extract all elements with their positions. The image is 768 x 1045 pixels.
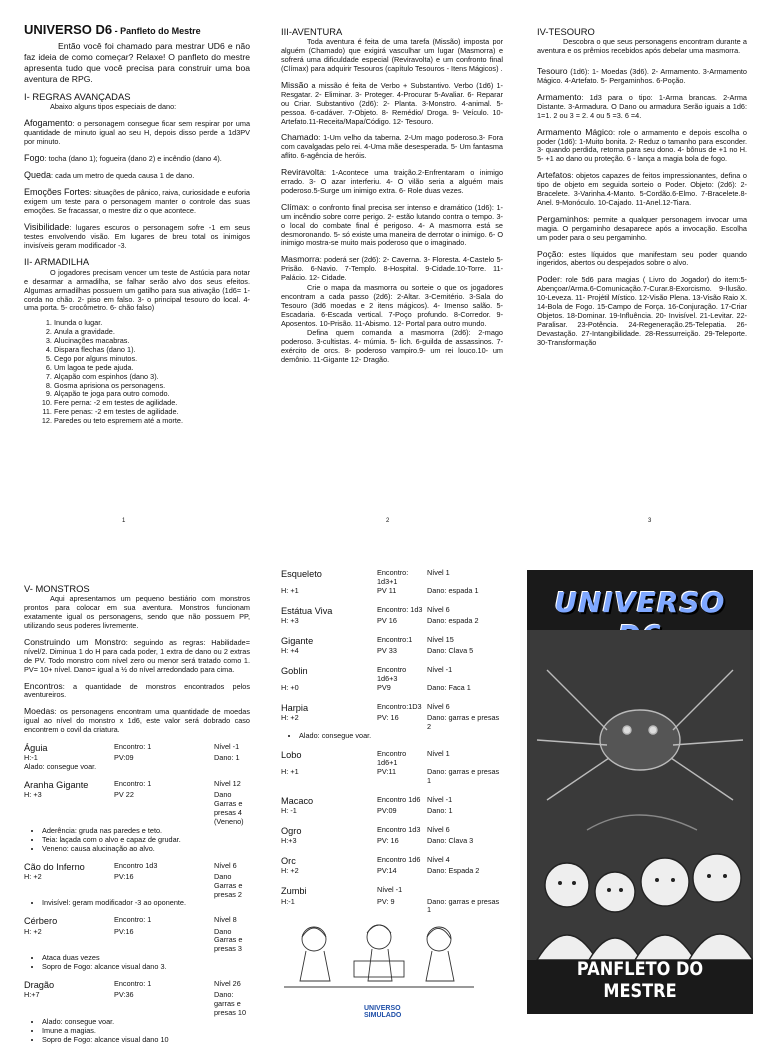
section-text: : o confronto final precisa ser intenso e dramático (1d6): 1- um incêndio sobre corre perigo. 2- estão lutando contra o tempo. 3- o local do combate final é perigoso. 4- A masmorra está se desmoronando. 5- só existe uma maneira de derrotar o inimigo. 6- O inimigo mostra-se muito mais poderoso que o imaginado. [281,202,503,248]
monster-dano: Dano: Clava 5 [427,646,474,655]
section-masmorra [281,254,503,283]
page-number: 1 [122,518,126,524]
section-title: Armamento Mágico [537,126,613,137]
monster-level: Nível 6 [214,860,237,870]
section-armamento-magico [537,127,747,165]
monster-h: H: -1 [281,806,297,816]
rule-visibilidade [24,222,250,251]
logo-line: SIMULADO [364,1012,402,1019]
monster-h: H:+3 [281,836,297,846]
rule-title: Fogo [24,152,45,163]
section-title: Clímax [281,201,308,212]
monster-entry [24,980,250,1045]
section-title: Construindo um Monstro [24,637,126,648]
monster-dano: Dano Garras e presas 3 [214,926,243,954]
monster-h: H: +2 [281,866,299,876]
monster-ability: • Aderência: gruda nas paredes e teto. [42,827,250,836]
rule-text: : lugares escuros o personagem sofre -1 em seus testes envolvendo visão. Em lugares de breu total os inimigos invisíveis geram modificador -3. [24,222,250,250]
page-number: 3 [648,518,652,524]
monster-encounter: Encontro: 1 [114,779,152,789]
monster-header-row [281,886,503,897]
section-tesouro [537,66,747,86]
section-climax [281,202,503,248]
monster-encounter: Encontro:1 [377,634,413,644]
monster-dano: Dano: Espada 2 [427,866,480,876]
universo-simulado-logo [364,1005,401,1019]
monster-encounter: Encontro: 1d3+1 [377,568,409,586]
monster-ability: • Alado: consegue voar. [299,732,503,741]
rule-text: : o personagem consegue ficar sem respirar por uma quantidade de minuto igual ao seu H, depois disso perde a 1d3PV por minuto. [24,119,250,147]
monster-ability: • Ataca duas vezes [42,954,250,963]
monster-list [281,569,503,915]
list-item: 7. Alçapão com espinhos (dano 3). [54,373,250,382]
section-construindo [24,637,250,675]
section-title: Reviravolta [281,167,324,178]
monster-stats-row [24,991,250,1018]
section-text: : estes líquidos que manifestam seu poder quando ingeridos, abertos ou despejados sobre o alvo. [537,249,747,268]
masmorra-paragraph-2: Crie o mapa da masmorra ou sorteie o que os jogadores encontram a cada passo (2d6): 2-Altar. 3-Cemitério. 3-Sala do Tesouro (3d6 moedas e 2 itens mágicos). 4- Imenso salão. 5- Escadaria. 6-Escada vertical. 7-Poço profundo. 8-Corredor. 9-Aposentos. 10-Prisão. 11-Abismo. 12- Portal para outro mundo. [281,282,503,328]
monster-dano: Dano: espada 2 [427,615,479,625]
monster-name: Aranha Gigante [24,780,89,791]
regras-intro: Abaixo alguns tipos especiais de dano: [50,102,177,112]
monster-ability: • Teia: laçada com o alvo e capaz de grudar. [42,836,250,845]
section-text: : poderá ser (2d6): 2- Caverna. 3- Floresta. 4-Castelo 5-Prisão. 6-Navio. 7-Templo. 8-Hospital. 9-Cidade.10-Torre. 11-Palácio. 12- Cidade. [281,255,503,283]
monster-encounter: Encontro: 1 [114,978,152,988]
aventura-paragraph: Toda aventura é feita de uma tarefa (Missão) imposta por alguém (Chamado) que exigirá vasculhar um lugar (Masmorra) e sofrerá uma dificuldade especial (Reviravolta) e um confronto final (Clímax) para adquirir Tesouros (capítulo Tesouros - Itens Mágicos) . [281,37,503,74]
monster-pv: PV:16 [114,871,134,881]
rule-text: : tocha (dano 1); fogueira (dano 2) e incêndio (dano 4). [44,153,222,163]
monster-name: Águia [24,743,48,754]
section-text: : role 5d6 para magias ( Livro do Jogador) do item:5-Abençoar/Arma.6-Comunicação.7-Curar.8-Exorcismo. 9-Ilusão. 10-Leveza. 11- Projétil Místico. 12-Visão Plena. 13-Visão Raio X. 14-Bola de Fogo. 15-Campo de Força. 16-Conjuração. 17-Criar Objetos. 18-Dominar. 19-Influência. 20- Invisível. 21-Levitar. 22-Paralisar. 23-Potência. 24-Regeneração.25-Telepatia. 26-Devastação. 27-Intangibilidade. 28-Ressurreição. 29-Teleporte. 30-Transformação [537,275,747,347]
monster-name: Zumbi [281,886,307,897]
monster-h: H: +0 [281,682,299,692]
section-text: a missão é feita de Verbo + Substantivo. Verbo (1d6) 1- Resgatar. 2- Eliminar. 3- Proteger. 4-Procurar 5-Avaliar. 6- Reparar ou Criar. Substantivo (2d6): 2- Planta. 3-Monstro. 4-animal. 5-pessoa. 6-cadáver. 7-Objeto. 8- Remédio/ Droga. 9- Veículo. 10-Artefato.11-Receita/Mapa/Código. 12- Tesouro. [281,81,503,126]
monster-h: H: +1 [281,767,299,777]
monster-entry [24,862,250,909]
monster-ability: • Alado: consegue voar. [42,1018,250,1027]
monster-dano: Dano Garras e presas 2 [214,871,243,899]
cover-illustration [527,630,753,960]
monster-stats-row [24,928,250,955]
list-item: 6. Um lagoa te pede ajuda. [54,364,250,373]
monster-pv: PV:16 [114,926,134,936]
section-text: (1d6): 1- Moedas (3d6). 2- Armamento. 3-Armamento Mágico. 4-Artefato. 5- Pergaminhos. 6-Poção. [537,67,747,86]
monster-h: H:-1 [24,753,38,763]
monster-name: Cérbero [24,916,58,927]
monster-pv: PV: 9 [377,896,395,906]
section-title: Chamado [281,132,319,143]
section-pocao [537,249,747,269]
monster-name: Harpia [281,702,309,713]
monster-level: Nível 6 [427,701,450,711]
monster-ability: Alado: consegue voar. [24,762,97,772]
monster-name: Estátua Viva [281,605,333,616]
cover-panel [527,570,753,1014]
section-pergaminhos [537,214,747,243]
list-item: 12. Paredes ou teto espremem até a morte. [54,417,250,426]
monster-encounter: Encontro 1d6+1 [377,749,407,768]
monster-stats-row [281,617,503,626]
armadilha-paragraph: O jogadores precisam vencer um teste de Astúcia para notar e desarmar a armadilha, se falhar serão alvo dos seus efeitos. Algumas armadilhas possuem um gatilho para sua ativação (1d6= 1-corda no chão. 2- piso em falso. 3- o principal tesouro do local. 4- uma porta. 5- crocômetro. 6- chão falso) [24,267,250,313]
monster-level: Nível 4 [427,855,450,865]
monster-header-row [24,916,250,927]
list-item: 4. Dispara flechas (dano 1). [54,346,250,355]
monster-dano: Dano: Faca 1 [427,682,471,692]
monster-encounter: Encontro: 1 [114,742,152,752]
rule-fogo [24,153,250,164]
monster-name: Dragão [24,979,55,990]
monster-level: Nível -1 [427,664,453,674]
monster-header-row [281,750,503,768]
monster-ability: • Sopro de Fogo: alcance visual dano 3. [42,963,250,972]
column-monsters [24,577,250,1045]
monster-h: H: +3 [24,790,42,800]
section-text: : 1-Acontece uma traição.2-Enfrentaram o inimigo errado. 3- O azar interferiu. 4- O vilão seria a alguém mais poderoso.5-Surge um inimigo extra. 6- Role duas vezes. [281,168,503,195]
monster-level: Nível 1 [427,568,450,577]
section-artefatos [537,170,747,208]
section-title: Moedas [24,706,55,717]
monster-encounter: Nível -1 [377,885,403,895]
section-moedas [24,706,250,735]
intro-paragraph: Então você foi chamado para mestrar UD6 e não faz ideia de como começar? Relaxe! O panfleto do mestre apresenta tudo que você precisa para construir uma boa aventura de RPG. [24,40,250,84]
rule-title: Afogamento [24,118,73,129]
monster-level: Nível 8 [214,915,237,925]
section-text: : os personagens encontram uma quantidade de moedas igual ao nível do monstro x 1d6, este valor será dobrado caso encontrem o covil da criatura. [24,707,250,735]
masmorra-paragraph-3: Defina quem comanda a masmorra (2d6): 2-mago poderoso. 3-cultistas. 4- múmia. 5- lich. 6-guilda de assassinos. 7- exército de orcs. 8- poderoso vampiro.9- um rei louco.10- um demônio. 11-Gigante 12- Dragão. [281,328,503,365]
monster-entry [281,703,503,741]
monster-abilities [24,827,250,854]
list-item: 3. Alucinações macabras. [54,337,250,346]
section-chamado [281,132,503,161]
monster-pv: PV: 16 [377,712,399,722]
list-item: 11. Fere penas: -2 em testes de agilidade. [54,408,250,417]
page-number: 2 [386,518,390,524]
tesouro-heading: IV-TESOURO [537,26,595,37]
list-item: 1. Inunda o lugar. [54,319,250,328]
subtitle-text: - Panfleto do Mestre [112,26,201,36]
section-armamento [537,92,747,121]
monster-h: H: +2 [24,926,42,936]
monster-stats-row [281,867,503,876]
monster-pv: PV 22 [114,790,134,800]
monster-abilities [24,1018,250,1045]
monster-abilities [24,954,250,972]
tesouro-paragraph: Descobra o que seus personagens encontram durante a aventura e os prêmios recebidos após debelar uma masmorra. [537,37,747,56]
section-text: : permite a qualquer personagem invocar uma magia. O pergaminho desaparece após a invocação. Escolha um poder para o seu pergaminho. [537,214,747,242]
monster-dano: Dano: garras e presas 1 [427,767,500,786]
monster-ability: • Invisível: geram modificador -3 ao oponente. [42,899,250,908]
monster-abilities [24,899,250,908]
rule-title: Queda [24,169,52,180]
list-item: 2. Anula a gravidade. [54,328,250,337]
monster-pv: PV 16 [377,615,397,625]
monster-pv: PV:11 [377,767,397,777]
monster-dano: Dano: garras e presas 1 [427,896,500,915]
section-text: : 1d3 para o tipo: 1-Arma brancas. 2-Arma Distante. 3-Armadura. O Dano ou armadura Serão iguais a 1d6: 1=1. 2 ou 3 = 2. 4 ou 5 =3. 6 =4. [537,93,747,120]
section-title: Poder [537,274,560,285]
monster-h: H: +2 [281,712,299,722]
list-item: 8. Gosma aprisiona os personagens. [54,382,250,391]
monster-level: Nível 1 [427,749,450,759]
monster-dano: Dano: 1 [214,753,240,763]
monster-entry [281,666,503,693]
monster-encounter: Encontro 1d6+3 [377,664,407,683]
monster-pv: PV:14 [377,866,397,876]
monster-pv: PV:09 [377,806,397,816]
monster-list [24,743,250,1044]
monster-pv: PV:36 [114,990,134,1000]
column-adventure [281,22,503,371]
monster-name: Goblin [281,665,308,676]
monstros-heading: V- MONSTROS [24,583,90,594]
section-title: Tesouro [537,66,568,77]
rule-afogamento [24,118,250,147]
monster-level: Nível 12 [214,779,241,789]
monster-stats-row [24,873,250,900]
monster-dano: Dano: Clava 3 [427,836,474,846]
monster-level: Nível 6 [427,604,450,614]
monster-ability: • Imune a magias. [42,1027,250,1036]
monster-stats-row [281,647,503,656]
section-title: Masmorra [281,254,320,265]
monster-encounter: Encontro 1d6 [377,855,421,865]
monster-level: Nível 26 [214,978,241,988]
cover-title: UNIVERSO [554,586,726,619]
monster-level: Nível -1 [214,742,240,752]
monster-dano: Dano: garras e presas 10 [214,990,247,1017]
monstros-paragraph: Aqui apresentamos um pequeno bestiário com monstros prontos para colocar em sua aventura. Monstros funcionam exatamente igual os personagens, sendo que não possuem PP, utilizando seus poderes livremente. [24,594,250,631]
column-treasure [537,22,747,353]
column-rules [24,22,250,426]
monster-entry [281,856,503,876]
section-title: Missão [281,80,309,91]
title-text: UNIVERSO D6 [24,22,113,37]
section-title: Armamento [537,92,582,103]
monster-dano: Dano Garras e presas 4 (Veneno) [214,790,244,826]
monster-name: Macaco [281,796,314,807]
section-text: : role o armamento e depois escolha o poder (1d6): 1-Muito bonita. 2- Reduz o tamanho para esconder. 3- quando perdida, retorna para seu dono. 4- bônus de +1 no H. 5- +1 ao dano ou proteção. 6 - lança a magia bola de fogo. [537,127,747,164]
kids-sketch-illustration [284,917,474,999]
section-encontros [24,681,250,701]
monster-entry [281,606,503,626]
monster-dano: Dano: 1 [427,806,453,816]
monster-abilities [281,732,503,741]
section-text: : a quantidade de monstros encontrados pelos aventureiros. [24,681,250,700]
monster-pv: PV: 16 [377,836,399,846]
monster-h: H: +3 [281,615,299,625]
monster-entry [281,796,503,816]
monster-header-row [281,569,503,587]
section-text: : seguindo as regras: Habilidade= nível/2. Diminua 1 do H para cada poder, 1 extra de dano ou 2 extras de PV. Todo monstro com nível zero ou menor será tratado como 1. PV= 10+ nível. Dano= igual a ½ do nível arredondado para cima. [24,638,250,674]
monster-entry [24,780,250,853]
monster-encounter: Encontro: 1d3 [377,604,423,614]
section-text: : objetos capazes de feitos impressionantes, defina o tipo de objeto em seguida sorteio o Poder. Objeto: (2d6): 2-Bracelete. 3-Varinha.4-Manto. 5-Cordão.6-Elmo. 7-Bracelete.8-Anel. 9-Monóculo. 10-Cajado. 11-Anel.12-Tiara. [537,171,747,207]
section-poder [537,274,747,347]
rule-text: : cada um metro de queda causa 1 de dano. [51,170,195,180]
page-title [24,22,250,38]
monster-encounter: Encontro:1D3 [377,701,422,711]
monster-entry [281,636,503,656]
monster-encounter: Encontro 1d3 [377,825,421,835]
section-reviravolta [281,167,503,196]
monster-level: Nível -1 [427,795,453,805]
monster-stats-row [281,768,503,786]
section-text: : 1-Um velho da taberna. 2-Um mago poderoso.3- Fora com cavalgadas pelo rei. 4-Uma mãe desesperada. 5- Um fantasma aflito. 6-agência de heróis. [281,133,503,161]
monster-entry [281,750,503,786]
monster-h: H:-1 [281,896,295,906]
list-item: 5. Cego por alguns minutos. [54,355,250,364]
section-title: Artefatos [537,170,572,181]
monster-dano: Dano: garras e presas 2 [427,712,500,731]
monster-name: Lobo [281,750,302,761]
rule-emocoes [24,187,250,216]
monster-level: Nível 15 [427,634,454,644]
monster-entry [281,886,503,915]
armadilha-heading: II- ARMADILHA [24,256,90,268]
cover-footer-title: PANFLETO DO MESTRE [576,958,704,1002]
monster-stats-row [281,587,503,596]
monster-header-row [281,666,503,684]
rule-text: : situações de pânico, raiva, curiosidade e euforia exigem um teste para o personagem manter o controle das suas emoções. Se fracassar, o mestre diz o que acontece. [24,187,250,215]
rule-title: Visibilidade [24,221,70,232]
monster-encounter: Encontro 1d3 [114,860,158,870]
monster-entry [24,916,250,972]
monster-pv: PV 33 [377,646,397,655]
monster-stats-row [281,714,503,732]
monster-pv: PV 11 [377,585,397,595]
monster-entry [24,743,250,772]
monster-name: Orc [281,856,296,867]
monster-encounter: Encontro: 1 [114,915,152,925]
monster-level: Nível 6 [427,825,450,835]
rule-title: Emoções Fortes [24,186,90,197]
monster-ability: • Sopro de Fogo: alcance visual dano 10 [42,1036,250,1045]
regras-heading: I- REGRAS AVANÇADAS [24,90,131,102]
monster-name: Cão do Inferno [24,861,85,872]
monster-stats-row [281,684,503,693]
monster-name: Ogro [281,826,302,837]
monster-pv: PV9 [377,682,391,692]
monster-dano: Dano: espada 1 [427,585,479,595]
monster-name: Gigante [281,635,314,646]
monster-h: H: +1 [281,585,299,595]
column-monsters-2 [281,569,503,925]
monster-stats-row [281,837,503,846]
monster-name: Esqueleto [281,569,322,579]
section-title: Encontros [24,680,63,691]
monster-h: H:+7 [24,990,40,1000]
monster-stats-row [281,807,503,816]
monster-entry [281,569,503,596]
list-item: 9. Alçapão te joga para outro comodo. [54,390,250,399]
section-missao [281,80,503,126]
monster-level [427,886,503,897]
monster-encounter: Encontro 1d6 [377,795,421,805]
section-title: Pergaminhos [537,213,588,224]
rule-queda [24,170,250,181]
monster-stats-row [24,791,250,827]
list-item: 10. Fere perna: -2 em testes de agilidade. [54,399,250,408]
monster-stats-row [281,898,503,916]
monster-ability: • Veneno: causa alucinação ao alvo. [42,845,250,854]
section-title: Poção [537,248,562,259]
monster-entry [281,826,503,846]
aventura-heading: III-AVENTURA [281,26,343,37]
monster-pv: PV:09 [114,753,134,763]
armadilha-list [24,319,250,426]
logo-line: UNIVERSO [364,1005,401,1012]
monster-h: H: +4 [281,646,299,655]
monster-h: H: +2 [24,871,42,881]
